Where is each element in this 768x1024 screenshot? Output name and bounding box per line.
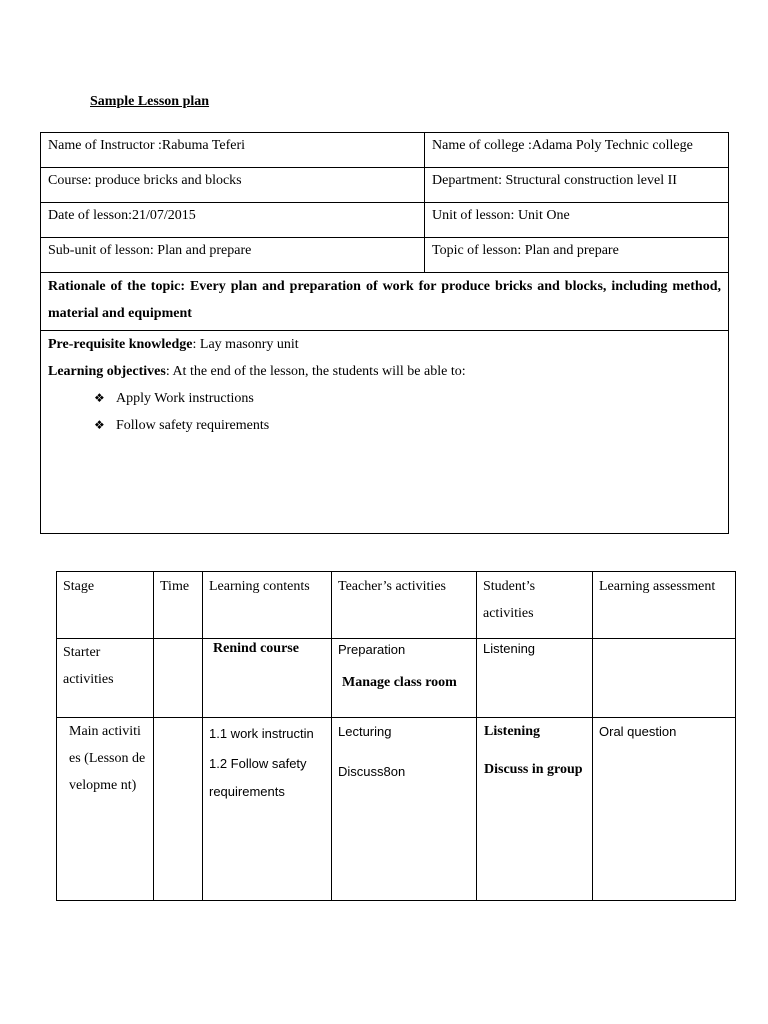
prerequisite-cell: [41, 331, 729, 534]
topic-cell: Topic of lesson: Plan and prepare: [425, 238, 729, 273]
starter-time-cell: [154, 639, 203, 718]
header-assessment: Learning assessment: [593, 572, 736, 639]
header-contents: Learning contents: [203, 572, 332, 639]
info-row: [41, 203, 729, 238]
prerequisite-text: : Lay masonry unit: [192, 337, 299, 352]
main-student-text-2: Discuss in group: [484, 762, 583, 777]
rationale-text: Every plan and preparation of work for produce bricks and blocks, including method, material and equipment: [48, 279, 721, 321]
main-student-cell: [477, 718, 593, 901]
starter-student-text: Listening: [483, 641, 536, 656]
prerequisite-label: Pre-requisite knowledge: [48, 337, 193, 352]
main-contents-text-2: 1.2 Follow safety requirements: [209, 756, 307, 799]
objectives-label: Learning objectives: [48, 364, 166, 379]
college-cell: Name of college :Adama Poly Technic college: [425, 133, 729, 168]
department-cell: Department: Structural construction level II: [425, 168, 729, 203]
document-title: Sample Lesson plan: [90, 94, 210, 109]
info-row: [41, 238, 729, 273]
prerequisite-row: [41, 331, 729, 534]
info-row: [41, 133, 729, 168]
list-item: [94, 385, 721, 412]
header-teacher: Teacher’s activities: [332, 572, 477, 639]
starter-teacher-text-1: Preparation: [338, 642, 406, 657]
rationale-cell: [41, 273, 729, 331]
lesson-info-table: [40, 132, 729, 534]
objectives-line: [48, 358, 721, 385]
starter-contents-cell: [203, 639, 332, 718]
rationale-row: [41, 273, 729, 331]
diamond-bullet-icon: ❖: [94, 418, 105, 432]
table-header-row: [57, 572, 736, 639]
starter-contents-text: Renind course: [213, 641, 299, 656]
main-teacher-cell: [332, 718, 477, 901]
date-cell: Date of lesson:21/07/2015: [41, 203, 425, 238]
course-cell: Course: produce bricks and blocks: [41, 168, 425, 203]
subunit-cell: Sub-unit of lesson: Plan and prepare: [41, 238, 425, 273]
header-stage: Stage: [57, 572, 154, 639]
rationale-label: Rationale of the topic:: [48, 279, 185, 294]
starter-assessment-cell: [593, 639, 736, 718]
header-student: Student’s activities: [477, 572, 593, 639]
activity-table: [56, 571, 736, 901]
starter-teacher-cell: [332, 639, 477, 718]
table-row: [57, 718, 736, 901]
main-teacher-text-2: Discuss8on: [338, 764, 406, 779]
starter-student-cell: [477, 639, 593, 718]
main-contents-cell: [203, 718, 332, 901]
main-time-cell: [154, 718, 203, 901]
starter-teacher-text-2: Manage class room: [342, 675, 457, 690]
prerequisite-line: [48, 331, 721, 358]
main-stage-cell: Main activities (Lesson developme nt): [57, 718, 154, 901]
objectives-list: [94, 385, 721, 439]
diamond-bullet-icon: ❖: [94, 391, 105, 405]
objective-text: Apply Work instructions: [116, 391, 254, 406]
main-assessment-cell: [593, 718, 736, 901]
table-row: [57, 639, 736, 718]
header-time: Time: [154, 572, 203, 639]
objectives-text: : At the end of the lesson, the students will be able to:: [165, 364, 466, 379]
main-student-text-1: Listening: [484, 724, 541, 739]
info-row: [41, 168, 729, 203]
objective-text: Follow safety requirements: [116, 418, 270, 433]
unit-cell: Unit of lesson: Unit One: [425, 203, 729, 238]
instructor-cell: Name of Instructor :Rabuma Teferi: [41, 133, 425, 168]
starter-stage-cell: Starter activities: [57, 639, 154, 718]
main-teacher-text-1: Lecturing: [338, 724, 392, 739]
main-assessment-text: Oral question: [599, 724, 677, 739]
main-contents-text-1: 1.1 work instructin: [209, 726, 314, 741]
list-item: [94, 412, 721, 439]
